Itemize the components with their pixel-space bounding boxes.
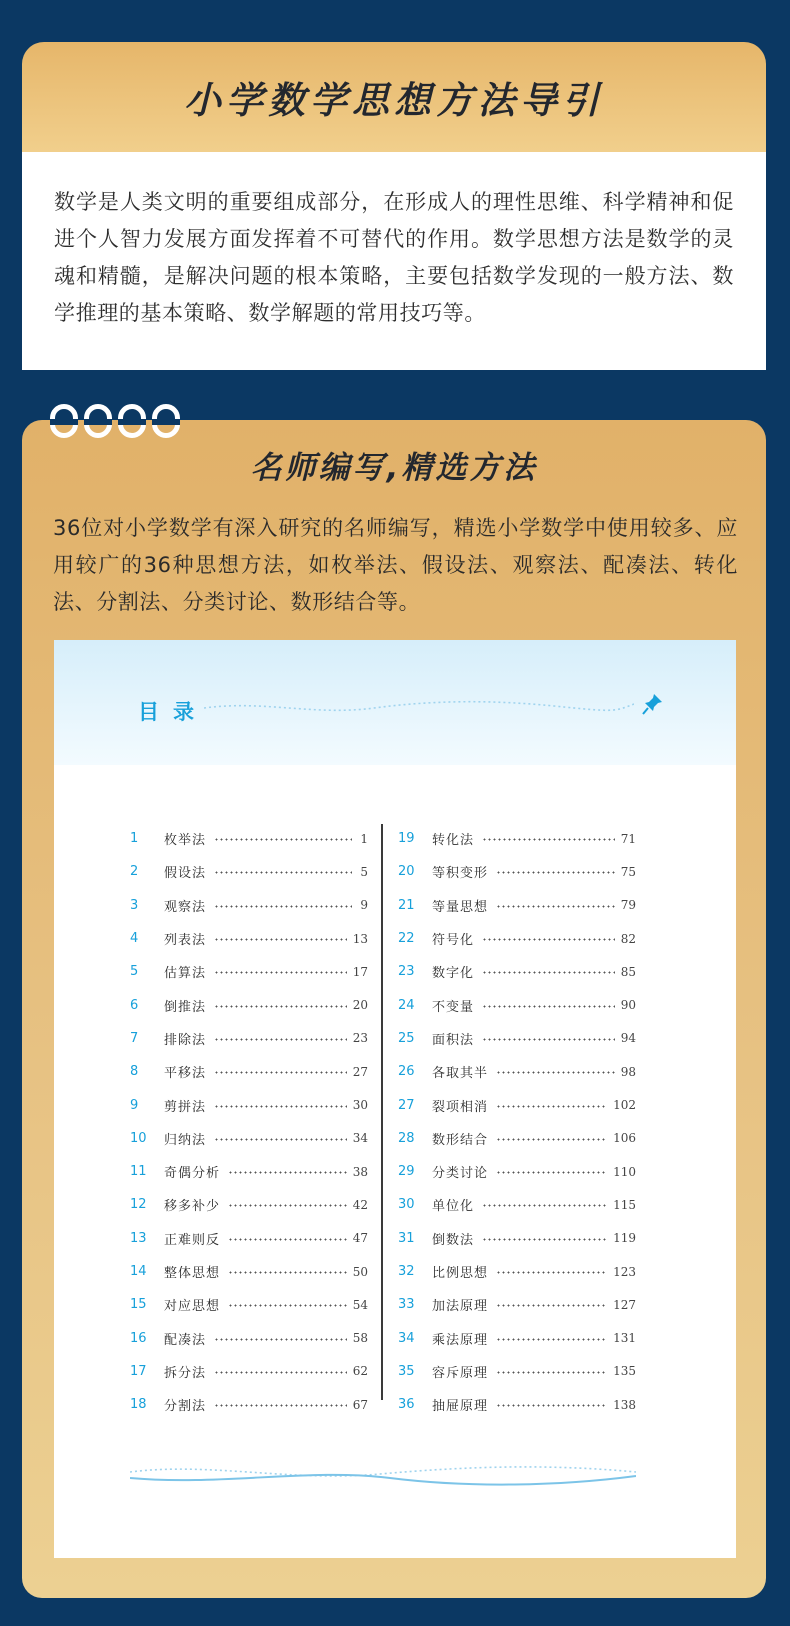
toc-entry <box>130 1088 368 1121</box>
toc-entry-number: 6 <box>130 997 139 1013</box>
toc-entry <box>130 1122 368 1155</box>
toc-entry-title: 乘法原理 <box>432 1332 489 1348</box>
feature-card-text: 36位对小学数学有深入研究的名师编写，精选小学数学中使用较多、应用较广的36种思想方法，如枚举法、假设法、观察法、配凑法、转化法、分割法、分类讨论、数形结合等。 <box>53 516 738 614</box>
toc-page-image <box>54 640 736 1558</box>
toc-entry-title: 奇偶分析 <box>164 1166 221 1182</box>
toc-entry <box>130 988 368 1021</box>
toc-entry-page: 119 <box>613 1231 636 1246</box>
toc-entry-page: 131 <box>613 1331 636 1346</box>
toc-entry-title: 枚举法 <box>164 833 207 849</box>
toc-entry <box>398 1155 636 1188</box>
toc-entry-title: 移多补少 <box>164 1199 221 1215</box>
toc-entry-number: 24 <box>398 997 415 1013</box>
toc-entry <box>398 1388 636 1421</box>
toc-entry <box>130 1022 368 1055</box>
toc-entry <box>398 1222 636 1255</box>
toc-entry-leader-dots <box>214 871 352 874</box>
toc-entry-page: 58 <box>352 1331 368 1346</box>
toc-entry <box>398 922 636 955</box>
toc-entry-number: 32 <box>398 1264 415 1279</box>
toc-entry-leader-dots <box>228 1304 347 1307</box>
toc-entry-page: 98 <box>620 1064 636 1079</box>
toc-entry-number: 25 <box>398 1030 415 1046</box>
intro-card <box>22 42 766 370</box>
toc-entry-number: 36 <box>398 1397 415 1413</box>
ring-icon <box>152 404 180 438</box>
toc-entry-page: 135 <box>613 1364 636 1379</box>
toc-entry-title: 符号化 <box>432 933 475 949</box>
toc-entry-number: 33 <box>398 1297 415 1313</box>
toc-entry-title: 配凑法 <box>164 1332 207 1348</box>
toc-entry <box>398 889 636 922</box>
toc-entry-title: 排除法 <box>164 1032 207 1048</box>
toc-entry-title: 裂项相消 <box>432 1099 489 1115</box>
toc-entry-leader-dots <box>482 838 615 841</box>
toc-entry-number: 31 <box>398 1230 415 1246</box>
toc-entry <box>130 822 368 855</box>
toc-entry-page: 106 <box>613 1131 636 1146</box>
toc-entry-title: 整体思想 <box>164 1266 221 1281</box>
toc-entry <box>398 1088 636 1121</box>
toc-entry-number: 35 <box>398 1363 415 1379</box>
pushpin-icon <box>642 692 664 716</box>
toc-entry-title: 数字化 <box>432 966 475 982</box>
toc-entry-number: 19 <box>398 831 415 847</box>
toc-entry-page: 42 <box>352 1197 368 1212</box>
toc-entry <box>130 855 368 888</box>
toc-entry-page: 138 <box>613 1397 636 1412</box>
toc-entry-number: 23 <box>398 964 415 980</box>
toc-entry-number: 22 <box>398 931 415 947</box>
toc-entry-leader-dots <box>214 1005 347 1008</box>
toc-entry-page: 17 <box>352 964 368 979</box>
toc-entry-title: 剪拼法 <box>164 1099 207 1115</box>
toc-entry-page: 62 <box>352 1364 368 1379</box>
toc-entry-page: 90 <box>620 998 636 1013</box>
toc-entry-number: 3 <box>130 897 139 913</box>
toc-entry-leader-dots <box>228 1271 347 1274</box>
toc-entry-title: 不变量 <box>432 999 475 1015</box>
toc-entry-leader-dots <box>214 905 352 908</box>
toc-entry-page: 102 <box>613 1098 636 1113</box>
toc-entry <box>398 1122 636 1155</box>
toc-entry <box>398 1022 636 1055</box>
toc-entry-leader-dots <box>214 1404 347 1407</box>
toc-title: 目录 <box>138 700 208 724</box>
toc-entry-leader-dots <box>214 1071 347 1074</box>
toc-entry-leader-dots <box>496 905 615 908</box>
toc-entry-page: 127 <box>613 1297 636 1312</box>
toc-entry-title: 平移法 <box>164 1066 207 1082</box>
toc-entry <box>398 1188 636 1221</box>
toc-entry <box>130 1255 368 1288</box>
toc-entry-leader-dots <box>228 1238 347 1241</box>
toc-entry-title: 观察法 <box>164 899 207 915</box>
intro-card-body <box>22 152 766 370</box>
toc-entry <box>130 1288 368 1321</box>
intro-card-text: 数学是人类文明的重要组成部分，在形成人的理性思维、科学精神和促进个人智力发展方面发挥着不可替代的作用。数学思想方法是数学的灵魂和精髓，是解决问题的根本策略，主要包括数学发现的一般方法、数学推理的基本策略、数学解题的常用技巧等。 <box>54 190 734 325</box>
toc-entry-number: 29 <box>398 1164 415 1180</box>
toc-entry-page: 110 <box>613 1164 636 1179</box>
toc-entry-title: 正难则反 <box>164 1232 221 1248</box>
toc-entry-title: 数形结合 <box>432 1132 489 1148</box>
toc-entry-number: 5 <box>130 964 139 980</box>
toc-entry-number: 1 <box>130 831 139 847</box>
toc-entry-leader-dots <box>214 1038 347 1041</box>
toc-entry-leader-dots <box>214 1371 347 1374</box>
feature-card-title: 名师编写,精选方法 <box>250 450 538 486</box>
toc-entry-leader-dots <box>214 1105 347 1108</box>
toc-entry-page: 1 <box>360 831 368 846</box>
toc-entry-number: 13 <box>130 1230 147 1246</box>
toc-entry-number: 12 <box>130 1197 147 1213</box>
toc-entry-page: 50 <box>352 1264 368 1279</box>
toc-entry-page: 123 <box>613 1264 636 1279</box>
toc-entry-leader-dots <box>482 971 615 974</box>
toc-entry-number: 30 <box>398 1197 415 1213</box>
toc-entry <box>398 1288 636 1321</box>
toc-entry <box>130 1155 368 1188</box>
toc-entry-title: 假设法 <box>164 866 207 882</box>
toc-entry <box>130 1188 368 1221</box>
toc-entry-page: 27 <box>352 1064 368 1079</box>
toc-entry <box>398 1355 636 1388</box>
toc-entry-page: 47 <box>352 1231 368 1246</box>
toc-entry-leader-dots <box>214 838 352 841</box>
toc-footer-wave-decoration <box>130 1462 636 1492</box>
toc-entry-leader-dots <box>482 938 615 941</box>
toc-entry <box>398 988 636 1021</box>
toc-entry-number: 2 <box>130 864 139 880</box>
toc-entry-leader-dots <box>496 1271 607 1274</box>
toc-entry-number: 15 <box>130 1297 147 1313</box>
toc-header <box>54 640 736 765</box>
toc-entry <box>398 822 636 855</box>
toc-entry-leader-dots <box>496 1071 615 1074</box>
toc-entry-title: 单位化 <box>432 1199 475 1215</box>
toc-entry-number: 16 <box>130 1330 147 1346</box>
toc-entry-page: 34 <box>352 1131 368 1146</box>
toc-entry-number: 18 <box>130 1397 147 1413</box>
ring-icon <box>84 404 112 438</box>
toc-entry <box>398 955 636 988</box>
toc-entry-page: 71 <box>620 831 636 846</box>
toc-entry-page: 13 <box>352 931 368 946</box>
toc-entry-number: 21 <box>398 897 415 913</box>
toc-entry-number: 7 <box>130 1030 139 1046</box>
toc-entry-title: 估算法 <box>164 966 207 982</box>
toc-entry-number: 11 <box>130 1164 147 1180</box>
toc-entry-number: 26 <box>398 1064 415 1080</box>
toc-entry-page: 85 <box>620 964 636 979</box>
toc-entry-page: 94 <box>620 1031 636 1046</box>
toc-entry <box>130 1321 368 1354</box>
toc-entry-title: 列表法 <box>164 933 207 949</box>
toc-entry-number: 4 <box>130 931 139 947</box>
toc-entry-leader-dots <box>214 1338 347 1341</box>
toc-entry <box>130 889 368 922</box>
toc-entry-leader-dots <box>228 1171 347 1174</box>
toc-entry <box>130 1388 368 1421</box>
binder-rings-decoration <box>50 398 200 448</box>
toc-entry-title: 各取其半 <box>432 1066 489 1082</box>
toc-entry-title: 等积变形 <box>432 866 489 882</box>
toc-entry-leader-dots <box>496 871 615 874</box>
toc-entry <box>398 1255 636 1288</box>
toc-entry-leader-dots <box>496 1138 607 1141</box>
toc-entry <box>398 1055 636 1088</box>
toc-entry <box>130 1355 368 1388</box>
intro-card-title: 小学数学思想方法导引 <box>184 79 604 122</box>
ring-icon <box>50 404 78 438</box>
toc-entry <box>130 955 368 988</box>
toc-entry-page: 54 <box>352 1297 368 1312</box>
toc-entry-page: 67 <box>352 1397 368 1412</box>
toc-entry-number: 17 <box>130 1363 147 1379</box>
toc-entry-page: 75 <box>620 864 636 879</box>
toc-entry-title: 倒数法 <box>432 1232 475 1248</box>
feature-card <box>22 420 766 1598</box>
toc-entry-leader-dots <box>482 1238 607 1241</box>
toc-header-wave-decoration <box>204 698 634 716</box>
toc-entry-leader-dots <box>496 1371 607 1374</box>
toc-entry-page: 115 <box>613 1197 636 1212</box>
toc-entry <box>130 922 368 955</box>
toc-entry-title: 加法原理 <box>432 1299 489 1315</box>
toc-entry-number: 20 <box>398 864 415 880</box>
toc-entry-title: 分类讨论 <box>432 1166 489 1182</box>
toc-entry-leader-dots <box>228 1204 347 1207</box>
toc-column-left <box>130 822 368 1421</box>
toc-entry <box>130 1222 368 1255</box>
toc-column-right <box>398 822 636 1421</box>
toc-entry-title: 倒推法 <box>164 999 207 1015</box>
toc-entry-title: 归纳法 <box>164 1132 207 1148</box>
toc-entry-number: 8 <box>130 1064 139 1080</box>
toc-entry-page: 23 <box>352 1031 368 1046</box>
toc-entry-leader-dots <box>482 1005 615 1008</box>
toc-entry-leader-dots <box>482 1038 615 1041</box>
toc-entry-number: 28 <box>398 1130 415 1146</box>
toc-column-divider <box>381 824 383 1400</box>
toc-entry-title: 面积法 <box>432 1032 475 1048</box>
toc-entry-title: 容斥原理 <box>432 1365 489 1381</box>
toc-entry-number: 34 <box>398 1330 415 1346</box>
toc-entry <box>398 855 636 888</box>
toc-entry-number: 14 <box>130 1264 147 1279</box>
toc-entry-leader-dots <box>496 1304 607 1307</box>
toc-entry-page: 38 <box>352 1164 368 1179</box>
toc-entry-leader-dots <box>214 938 347 941</box>
toc-entry-number: 10 <box>130 1130 147 1146</box>
toc-entry-leader-dots <box>496 1404 607 1407</box>
toc-entry-leader-dots <box>496 1171 607 1174</box>
toc-entry-title: 抽屉原理 <box>432 1399 489 1415</box>
toc-entry-title: 比例思想 <box>432 1266 489 1281</box>
toc-entry-title: 等量思想 <box>432 899 489 915</box>
toc-entry-page: 79 <box>620 898 636 913</box>
intro-card-header <box>22 42 766 152</box>
toc-entry-title: 对应思想 <box>164 1299 221 1315</box>
toc-entry-page: 82 <box>620 931 636 946</box>
toc-entry-leader-dots <box>214 1138 347 1141</box>
toc-entry <box>130 1055 368 1088</box>
toc-entry-leader-dots <box>496 1338 607 1341</box>
toc-entry-page: 5 <box>360 864 368 879</box>
toc-entry <box>398 1321 636 1354</box>
toc-entry-leader-dots <box>496 1105 607 1108</box>
toc-entry-title: 分割法 <box>164 1399 207 1415</box>
ring-icon <box>118 404 146 438</box>
toc-entry-number: 27 <box>398 1097 415 1113</box>
toc-entry-title: 拆分法 <box>164 1365 207 1381</box>
toc-entry-leader-dots <box>214 971 347 974</box>
toc-entry-page: 9 <box>360 898 368 913</box>
toc-entry-title: 转化法 <box>432 833 475 849</box>
toc-entry-page: 20 <box>352 998 368 1013</box>
toc-entry-page: 30 <box>352 1098 368 1113</box>
toc-entry-leader-dots <box>482 1204 607 1207</box>
toc-entry-number: 9 <box>130 1097 139 1113</box>
